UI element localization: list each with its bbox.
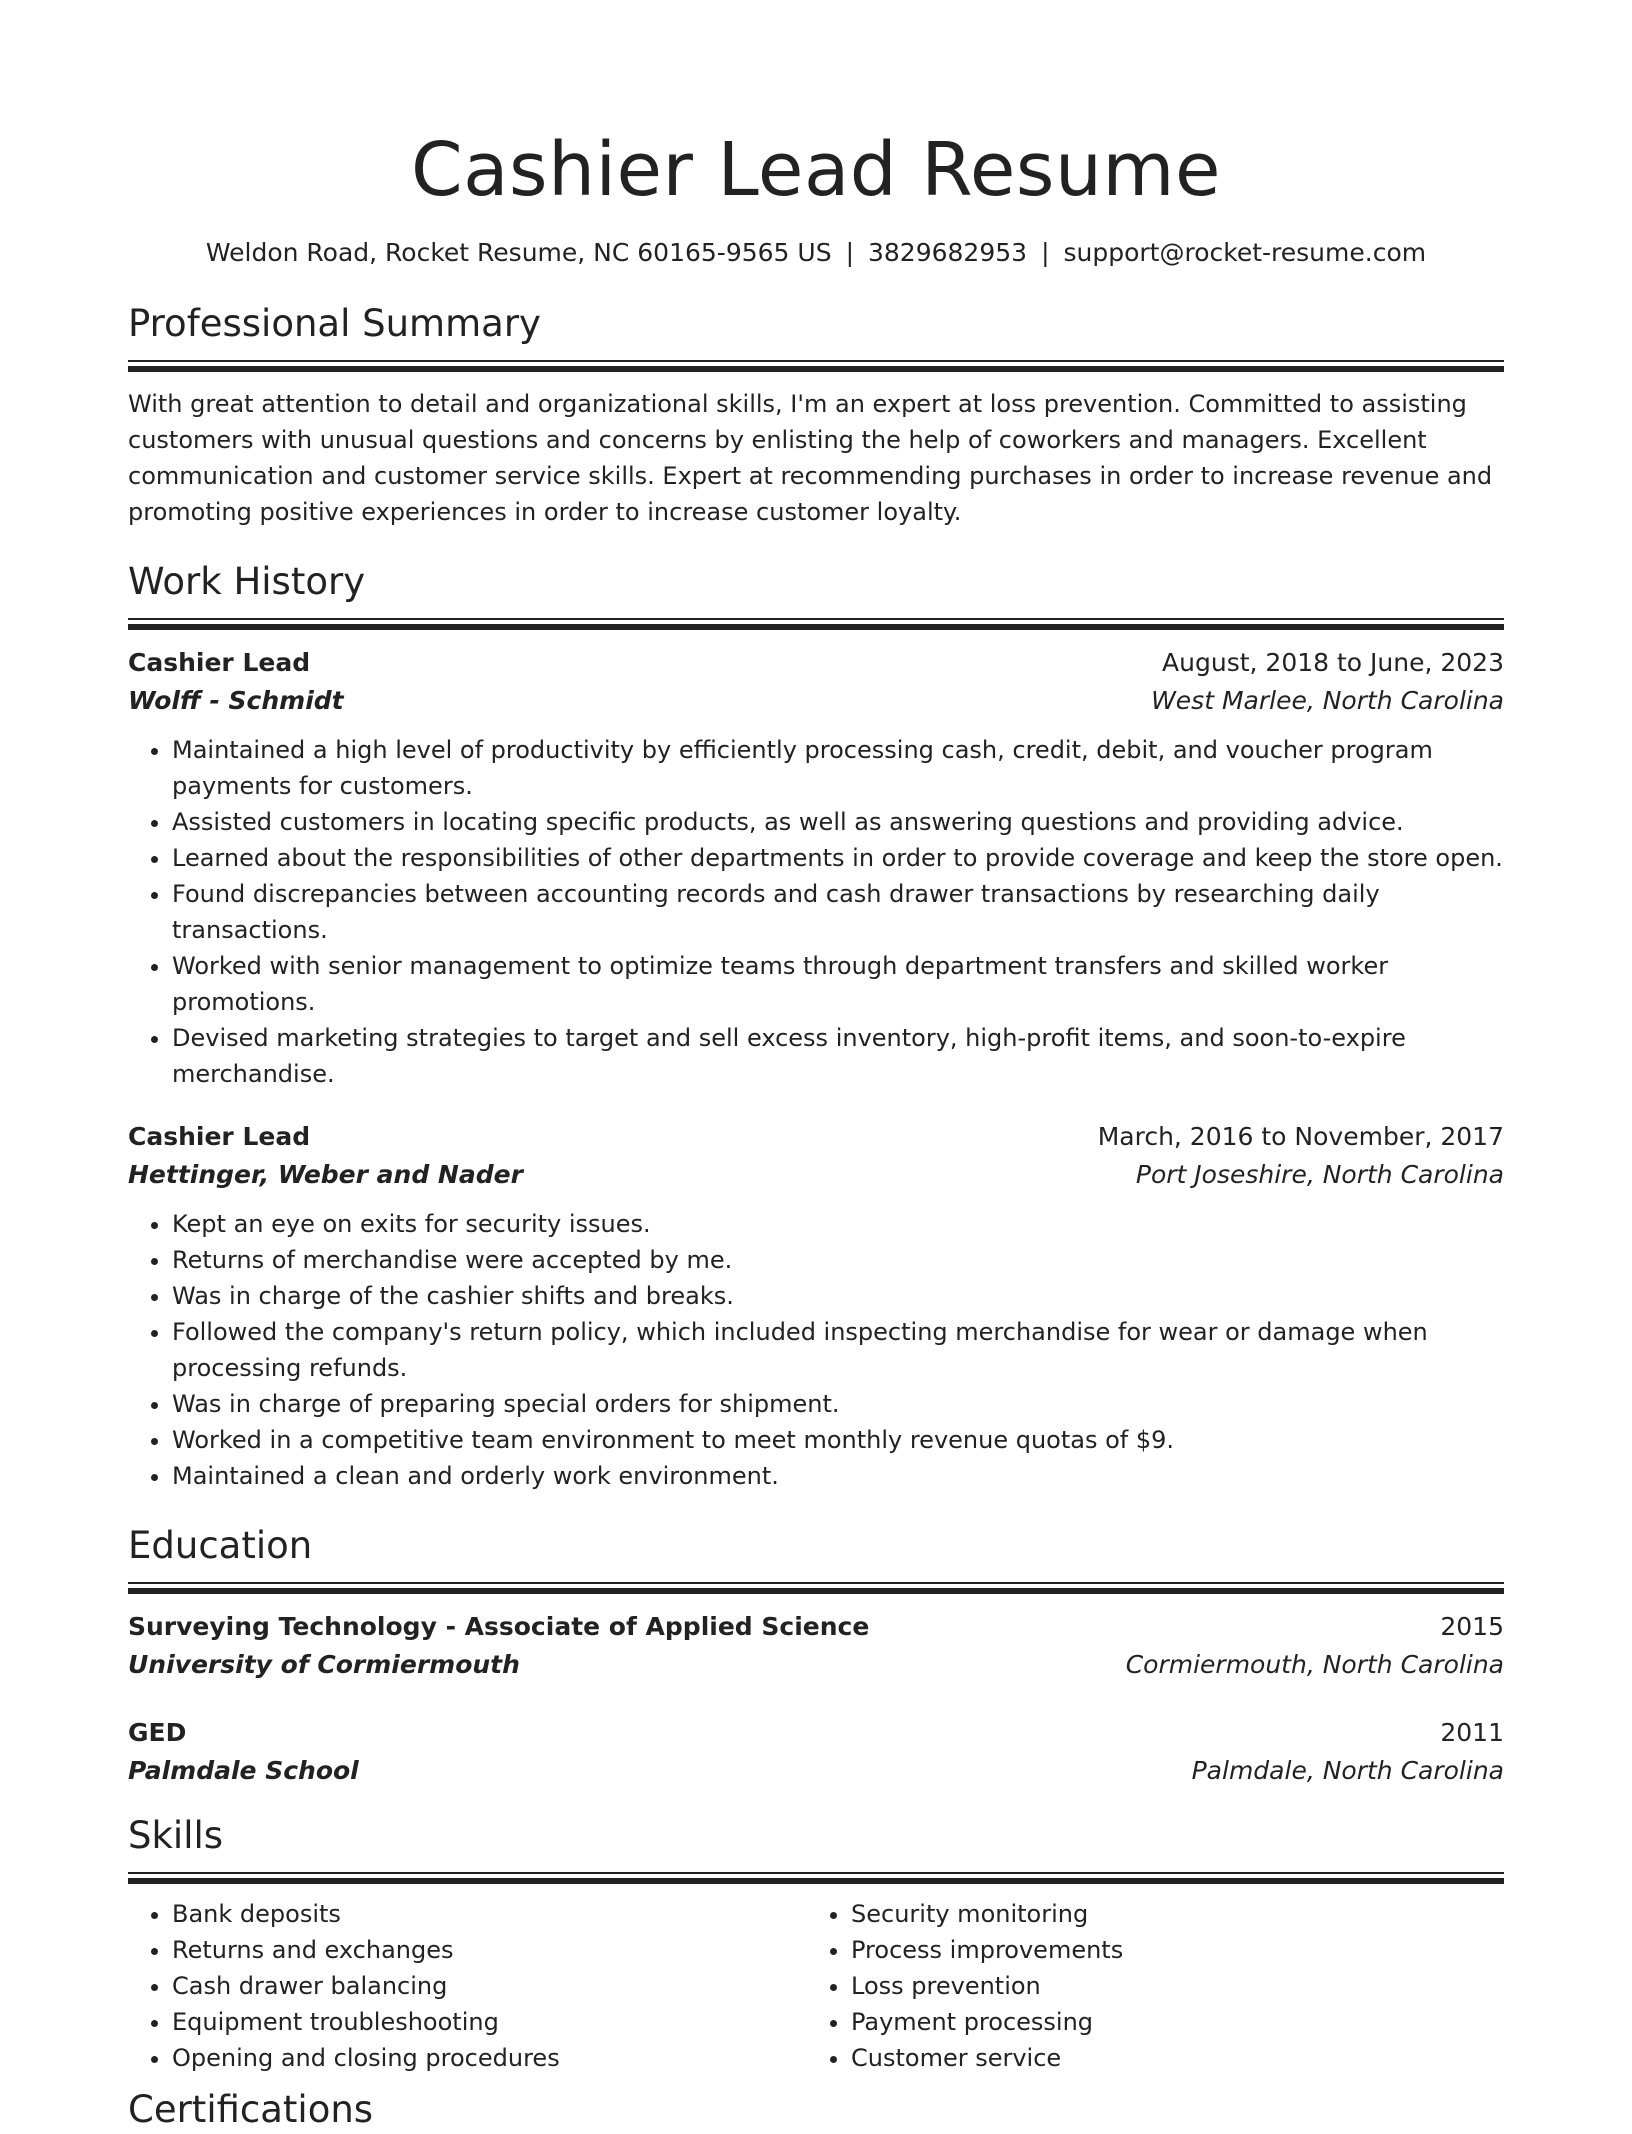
list-item: • Learned about the responsibilities of other departments in order to provide coverage and keep the store open. (172, 840, 1504, 876)
education-school-row (128, 1752, 1504, 1790)
job-title: Cashier Lead (128, 648, 311, 677)
contact-line (128, 236, 1504, 270)
job-company: Hettinger, Weber and Nader (128, 1160, 523, 1189)
list-item: • Worked with senior management to optimize teams through department transfers and skilled worker promotions. (172, 948, 1504, 1020)
job-entry (128, 644, 1504, 1092)
section-divider (128, 1872, 1504, 1884)
job-header-row (128, 1118, 1504, 1156)
list-item: • Assisted customers in locating specific products, as well as answering questions and providing advice. (172, 804, 1504, 840)
list-item: • Customer service (851, 2040, 1486, 2076)
job-title: Cashier Lead (128, 1122, 311, 1151)
job-entry (128, 1118, 1504, 1494)
list-item: • Loss prevention (851, 1968, 1486, 2004)
job-duties-list (128, 1206, 1504, 1494)
skills-list-right (807, 1896, 1486, 2076)
education-degree: Surveying Technology - Associate of Applied Science (128, 1612, 870, 1641)
education-entry (128, 1714, 1504, 1790)
skills-section (128, 1812, 1504, 2076)
section-heading-certifications: Certifications (128, 2088, 374, 2131)
list-item: • Maintained a high level of productivity by efficiently processing cash, credit, debit, and voucher program payments for customers. (172, 732, 1504, 804)
section-heading-education: Education (128, 1524, 313, 1567)
list-item: • Maintained a clean and orderly work environment. (172, 1458, 1504, 1494)
list-item: • Followed the company's return policy, which included inspecting merchandise for wear or damage when processing refunds. (172, 1314, 1504, 1386)
contact-email: support@rocket-resume.com (1063, 238, 1427, 267)
job-location: West Marlee, North Carolina (1151, 686, 1504, 715)
work-history-section (128, 558, 1504, 1494)
skills-grid (128, 1896, 1504, 2076)
section-divider (128, 1582, 1504, 1594)
education-year: 2011 (1440, 1718, 1504, 1747)
job-duties-list (128, 732, 1504, 1092)
job-header-row (128, 644, 1504, 682)
list-item: • Process improvements (851, 1932, 1486, 1968)
page-title: Cashier Lead Resume (411, 127, 1221, 213)
list-item: • Devised marketing strategies to target and sell excess inventory, high-profit items, and soon-to-expire merchandise. (172, 1020, 1504, 1092)
education-school-row (128, 1646, 1504, 1684)
contact-separator: | (1041, 238, 1050, 267)
education-header-row (128, 1608, 1504, 1646)
skills-list-left (128, 1896, 807, 2076)
education-entry (128, 1608, 1504, 1684)
section-divider (128, 360, 1504, 372)
list-item: • Found discrepancies between accounting records and cash drawer transactions by researching daily transactions. (172, 876, 1504, 948)
list-item: • Opening and closing procedures (172, 2040, 807, 2076)
job-company: Wolff - Schmidt (128, 686, 344, 715)
education-location: Palmdale, North Carolina (1191, 1756, 1504, 1785)
education-header-row (128, 1714, 1504, 1752)
section-heading-summary: Professional Summary (128, 302, 541, 345)
list-item: • Was in charge of preparing special orders for shipment. (172, 1386, 1504, 1422)
education-degree: GED (128, 1718, 187, 1747)
summary-section (128, 300, 1504, 530)
contact-phone: 3829682953 (868, 238, 1028, 267)
list-item: • Was in charge of the cashier shifts and breaks. (172, 1278, 1504, 1314)
list-item: • Security monitoring (851, 1896, 1486, 1932)
education-section (128, 1522, 1504, 1790)
education-location: Cormiermouth, North Carolina (1125, 1650, 1504, 1679)
list-item: • Worked in a competitive team environment to meet monthly revenue quotas of $9. (172, 1422, 1504, 1458)
section-heading-skills: Skills (128, 1814, 224, 1857)
education-school: Palmdale School (128, 1756, 359, 1785)
list-item: • Bank deposits (172, 1896, 807, 1932)
contact-address: Weldon Road, Rocket Resume, NC 60165-9565 US (205, 238, 832, 267)
summary-text: With great attention to detail and organizational skills, I'm an expert at loss prevention. Committed to assisting customers with unusual questions and concerns by enlisting the help of coworkers and managers. Excellent communication and customer service skills. Expert at recommending purchases in order to increase revenue and promoting positive experiences in order to increase customer loyalty. (128, 390, 1493, 526)
resume-page (128, 0, 1504, 2131)
list-item: • Cash drawer balancing (172, 1968, 807, 2004)
list-item: • Returns of merchandise were accepted by me. (172, 1242, 1504, 1278)
job-dates: March, 2016 to November, 2017 (1097, 1122, 1504, 1151)
education-school: University of Cormiermouth (128, 1650, 520, 1679)
education-year: 2015 (1440, 1612, 1504, 1641)
section-divider (128, 618, 1504, 630)
list-item: • Kept an eye on exits for security issues. (172, 1206, 1504, 1242)
list-item: • Returns and exchanges (172, 1932, 807, 1968)
job-location: Port Joseshire, North Carolina (1135, 1160, 1504, 1189)
job-dates: August, 2018 to June, 2023 (1162, 648, 1504, 677)
contact-separator: | (845, 238, 854, 267)
job-company-row (128, 682, 1504, 720)
list-item: • Equipment troubleshooting (172, 2004, 807, 2040)
list-item: • Payment processing (851, 2004, 1486, 2040)
section-heading-work-history: Work History (128, 560, 366, 603)
job-company-row (128, 1156, 1504, 1194)
